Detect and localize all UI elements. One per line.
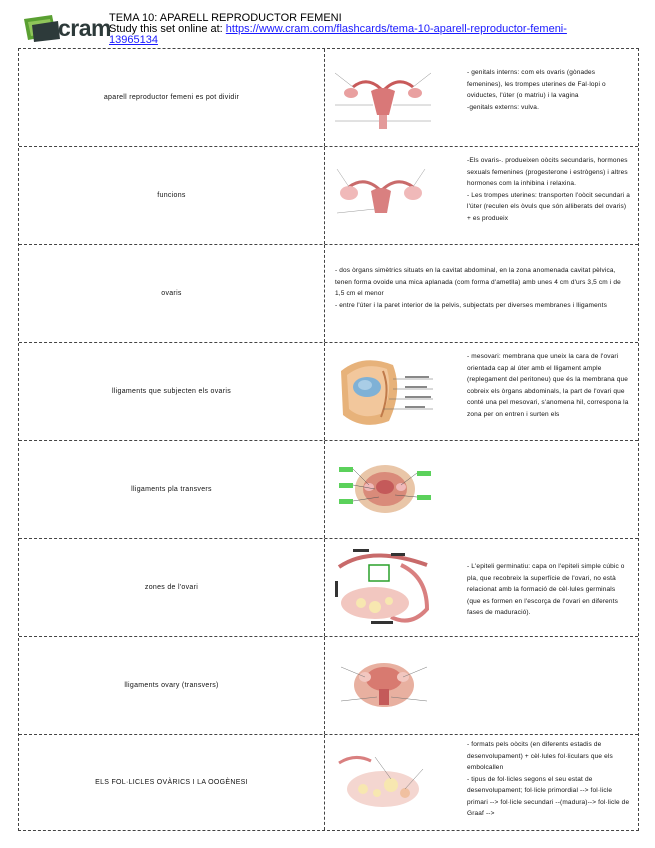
definition-line: - formats pels oòcits (en diferents estadis de desenvolupament) + cèl·lules fol·liculars que els embolcallen xyxy=(467,741,613,771)
logo-wordmark: cram xyxy=(58,15,111,41)
term-text: aparell reproductor femeni es pot dividir xyxy=(103,94,240,101)
card-definition xyxy=(325,49,638,146)
definition-line: - entre l'úter i la paret interior de la pelvis, subjectats per diverses membranes i lligaments xyxy=(335,301,607,309)
definition-line: -Els ovaris-. produeixen oòcits secundaris, hormones sexuals femenines (progesterone i estrògens) i altres hormones com la inhibina i relaxina. xyxy=(467,157,628,187)
flashcard-table xyxy=(18,48,639,831)
card-definition xyxy=(325,637,638,734)
ovary-transverse-image xyxy=(339,655,429,717)
card-definition xyxy=(325,147,638,244)
card-term xyxy=(19,343,325,440)
female-reproductive-diagram-image xyxy=(333,65,433,133)
term-text: ovaris xyxy=(161,290,182,297)
flashcard-row xyxy=(19,539,638,637)
study-online-line xyxy=(109,24,579,46)
term-text: lligaments que subjecten els ovaris xyxy=(111,388,232,395)
definition-line: - genitals interns: com els ovaris (gònades femenines), les trompes uterines de Fal·lopi o oviductes, l'úter (o matriu) i la vagina xyxy=(467,69,606,99)
card-term xyxy=(19,637,325,734)
card-term xyxy=(19,539,325,636)
term-text: funcions xyxy=(157,192,186,199)
definition-line: - mesovari: membrana que uneix la cara de l'ovari orientada cap al úter amb el lligament ample (replegament del peritoneu) que és la membrana que cobreix els òrgans abdominals, la part de l'ovari que conté una pel mesovari, s'anomena hil, correspona la zona per on entren i surten els xyxy=(467,353,629,418)
ovary-zones-image xyxy=(331,547,435,631)
flashcard-row xyxy=(19,147,638,245)
term-text: lligaments pla transvers xyxy=(131,486,212,493)
card-term xyxy=(19,735,325,830)
card-definition xyxy=(325,343,638,440)
transverse-plane-image xyxy=(339,457,431,521)
definition-text xyxy=(467,67,627,113)
definition-line: - Les trompes uterines: transporten l'oòcit secundari a l'úter (reculen els òvuls que són alliberats del ovaris) + es produeix xyxy=(467,191,631,222)
card-term xyxy=(19,245,325,342)
study-link[interactable]: https://www.cram.com/flashcards/tema-10-aparell-reproductor-femeni-13965134 xyxy=(109,23,567,46)
definition-line: -genitals externs: vulva. xyxy=(467,103,540,111)
ovary-function-image xyxy=(335,163,427,225)
card-definition xyxy=(325,245,638,342)
flashcard-row xyxy=(19,735,638,830)
card-definition xyxy=(325,735,638,830)
cram-logo-icon xyxy=(22,13,62,43)
definition-line: - L'epiteli germinatiu: capa on l'epiteli simple cúbic o pla, que recobreix la superfície de l'ovari, no està relacionat amb la formació de cèl·lules germinals (que es formen en l'escorça de l'ovari en diferents fases de maduració). xyxy=(467,563,625,616)
definition-line: - tipus de fol·licles segons el seu estat de desenvolupament; fol·licle primordial --> fol·licle primari --> fol·licle secundari --(madura)--> fol·licle de Graaf --> xyxy=(467,775,630,817)
flashcard-row xyxy=(19,343,638,441)
cram-logo[interactable] xyxy=(22,13,112,43)
term-text: lligaments ovary (transvers) xyxy=(124,682,219,689)
page-header xyxy=(0,0,655,46)
card-definition xyxy=(325,441,638,538)
definition-text xyxy=(467,351,632,420)
follicles-image xyxy=(335,749,431,813)
definition-text xyxy=(467,561,627,619)
definition-text xyxy=(467,155,632,224)
card-term xyxy=(19,441,325,538)
card-term xyxy=(19,147,325,244)
study-prefix: Study this set online at: xyxy=(109,23,226,35)
term-text: zones de l'ovari xyxy=(144,584,199,591)
flashcard-row xyxy=(19,245,638,343)
flashcard-row xyxy=(19,49,638,147)
flashcard-row xyxy=(19,441,638,539)
set-title: TEMA 10: APARELL REPRODUCTOR FEMENI xyxy=(109,12,342,24)
definition-text xyxy=(335,265,631,311)
definition-text xyxy=(467,739,632,820)
flashcard-row xyxy=(19,637,638,735)
card-term xyxy=(19,49,325,146)
definition-line: - dos òrgans simètrics situats en la cavitat abdominal, en la zona anomenada cavitat pèlvica, tenen forma ovoide una mica aplanada (com forma d'ametlla) amb unes 4 cm d'urs 3,5 cm i de 1,5 cm el menor xyxy=(335,267,621,297)
term-text: ELS FOL·LICLES OVÀRICS I LA OOGÈNESI xyxy=(95,779,248,786)
card-definition xyxy=(325,539,638,636)
ovary-ligaments-image xyxy=(333,351,437,433)
